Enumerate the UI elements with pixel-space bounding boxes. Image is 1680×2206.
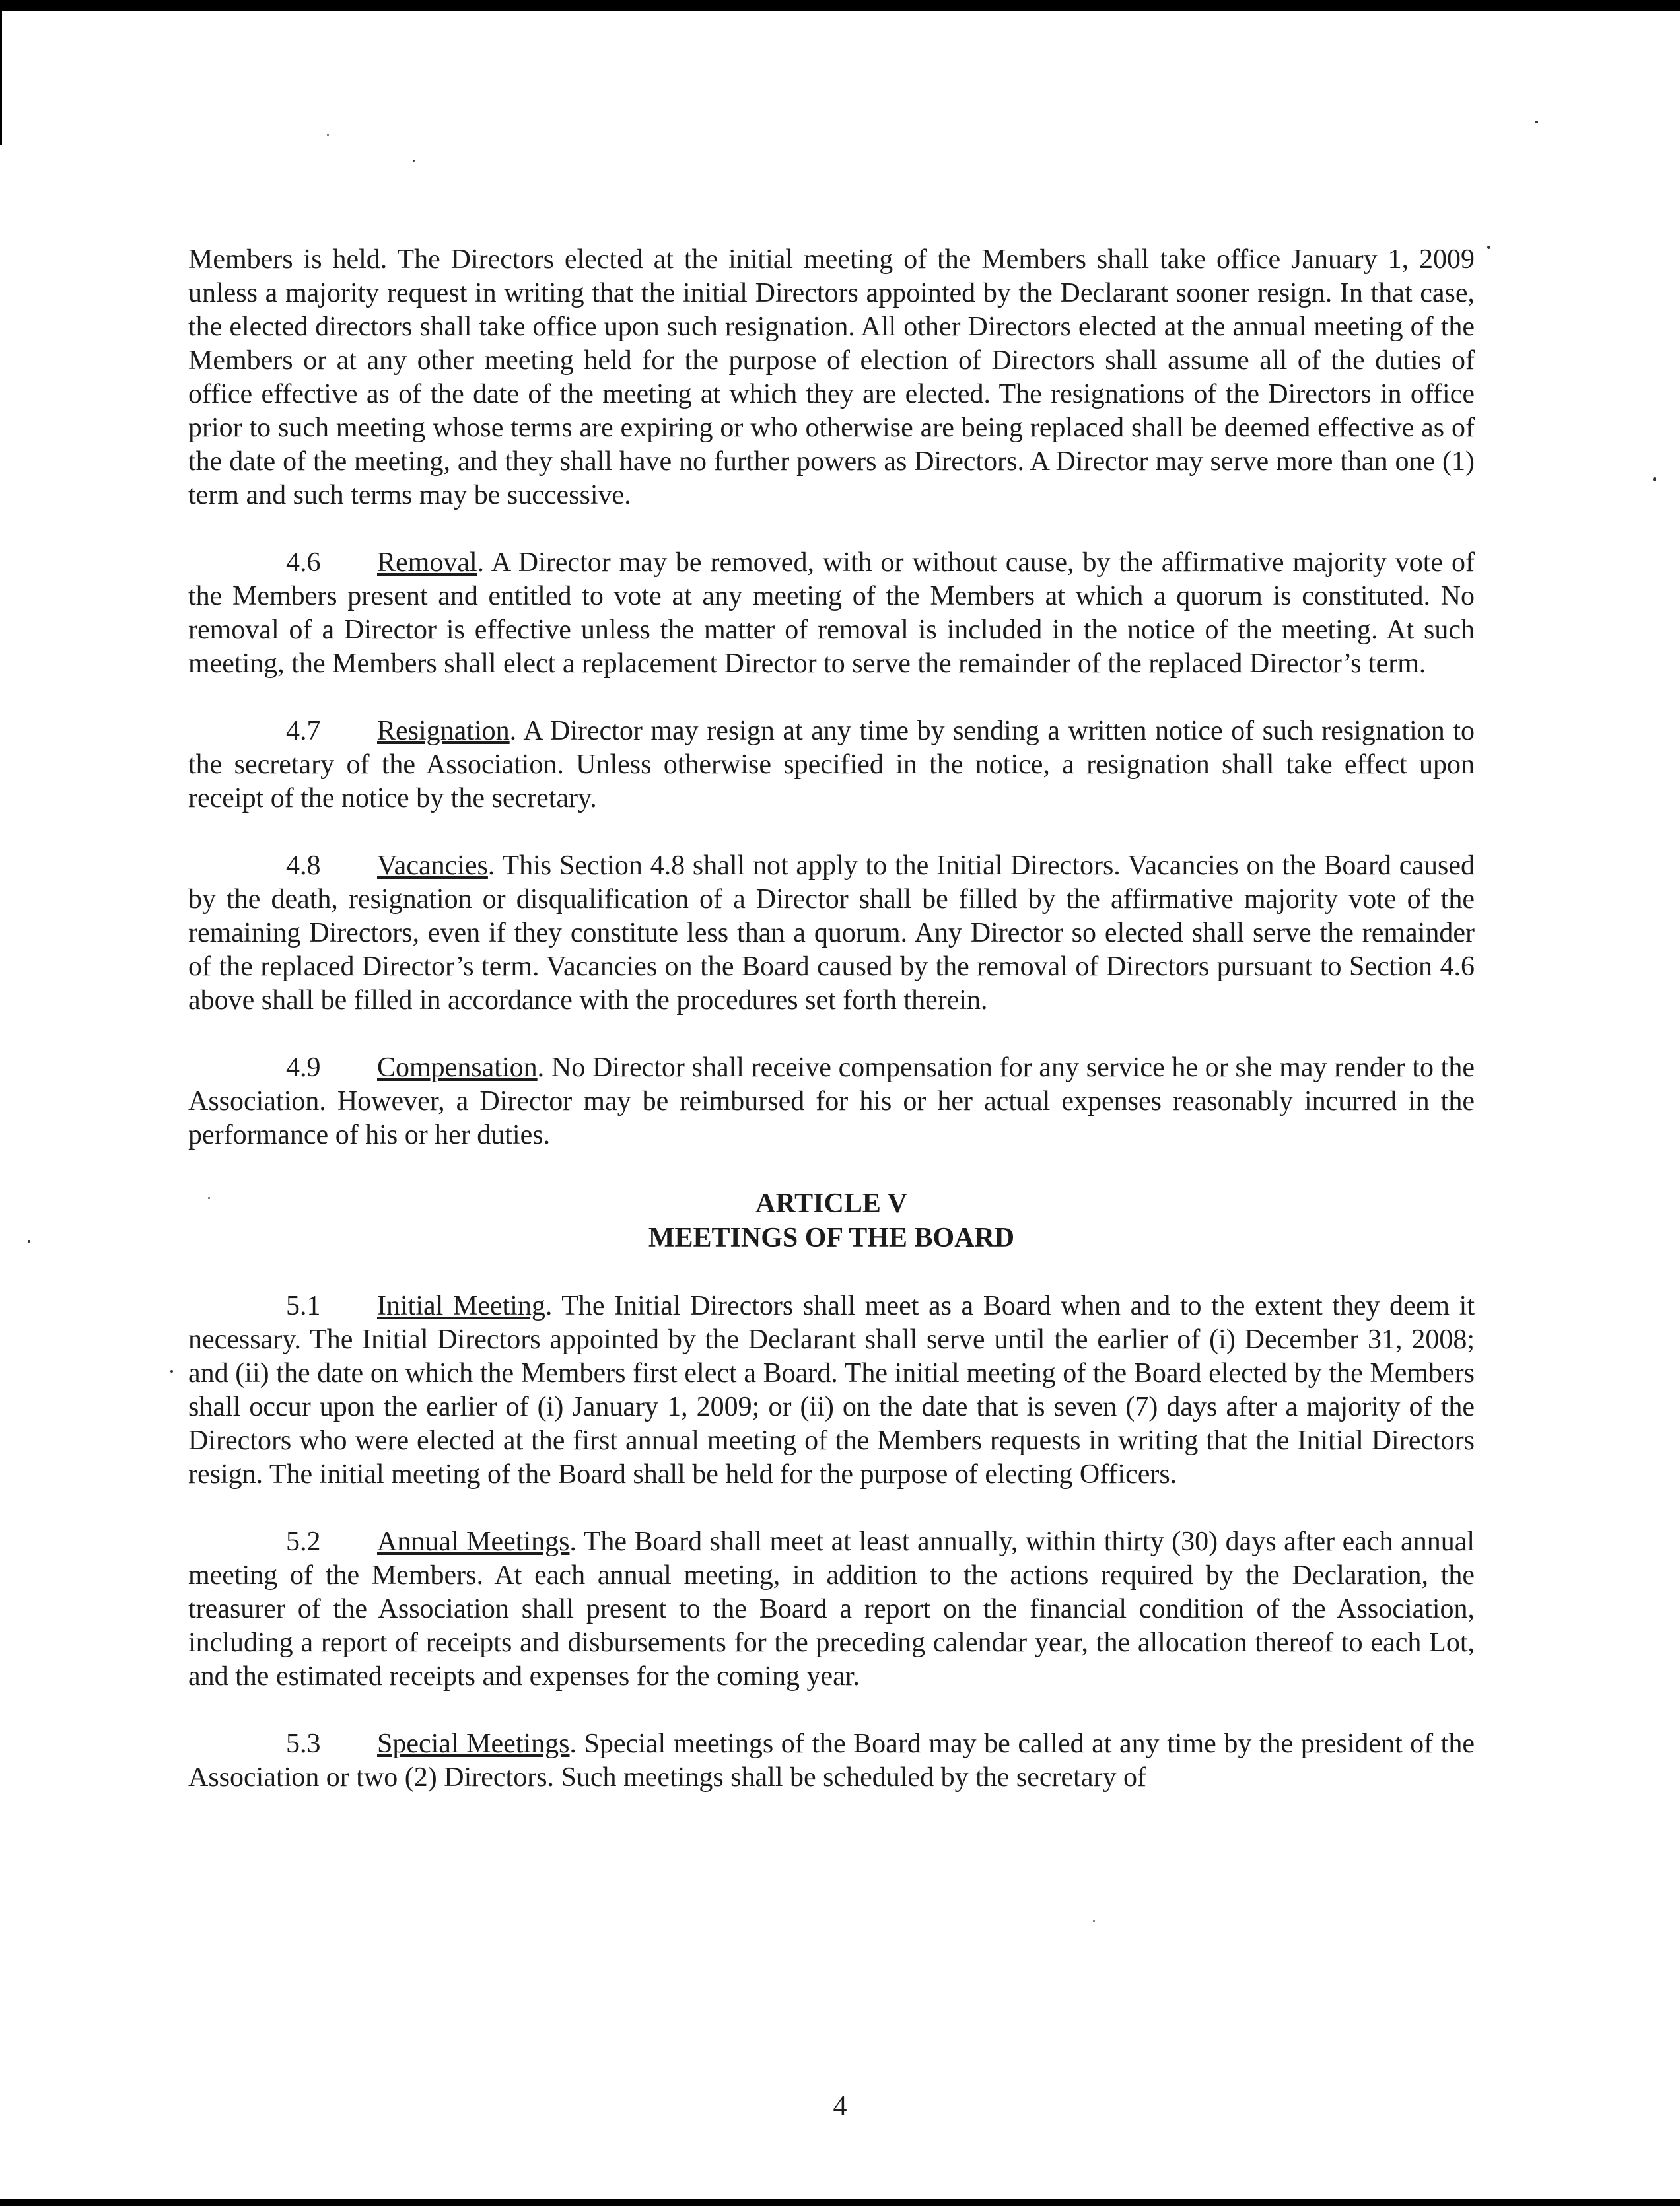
scan-border-top bbox=[0, 0, 1680, 11]
section-4-7 bbox=[188, 714, 1475, 815]
scan-speck bbox=[327, 134, 329, 136]
section-heading: Vacancies bbox=[377, 850, 488, 881]
article-title: MEETINGS OF THE BOARD bbox=[648, 1223, 1015, 1253]
section-heading: Compensation bbox=[377, 1052, 538, 1083]
section-heading: Annual Meetings bbox=[377, 1527, 570, 1557]
article-heading bbox=[188, 1187, 1475, 1255]
page-number: 4 bbox=[833, 2091, 847, 2121]
section-text: . No Director shall receive compensation for any service he or she may render to the Association. However, a Director may be reimbursed for his or her actual expenses reasonably incurred in the performance of his or her duties. bbox=[188, 1052, 1475, 1150]
section-heading: Resignation bbox=[377, 716, 510, 746]
scan-border-bottom bbox=[0, 2199, 1680, 2206]
article-number: ARTICLE V bbox=[755, 1189, 907, 1219]
section-number: 4.6 bbox=[286, 547, 321, 578]
section-4-9 bbox=[188, 1051, 1475, 1152]
scan-speck bbox=[170, 1370, 173, 1373]
section-text: . The Board shall meet at least annually, within thirty (30) days after each annual meeting of the Members. At each annual meeting, in addition to the actions required by the Declaration, the treasurer of the Association shall present to the Board a report on the financial condition of the Association, including a report of receipts and disbursements for the preceding calendar year, the allocation thereof to each Lot, and the estimated receipts and expenses for the coming year. bbox=[188, 1527, 1475, 1692]
scan-speck bbox=[413, 160, 415, 162]
section-4-6 bbox=[188, 546, 1475, 681]
paragraph-text: Members is held. The Directors elected at the initial meeting of the Members shall take office January 1, 2009 unless a majority request in writing that the initial Directors appointed by the Declarant sooner resign. In that case, the elected directors shall take office upon such resignation. All other Directors elected at the annual meeting of the Members or at any other meeting held for the purpose of election of Directors shall assume all of the duties of office effective as of the date of the meeting at which they are elected. The resignations of the Directors in office prior to such meeting whose terms are expiring or who otherwise are being replaced shall be deemed effective as of the date of the meeting, and they shall have no further powers as Directors. A Director may serve more than one (1) term and such terms may be successive. bbox=[188, 244, 1475, 510]
section-number: 4.7 bbox=[286, 716, 321, 746]
section-5-2 bbox=[188, 1525, 1475, 1694]
section-number: 4.9 bbox=[286, 1052, 321, 1083]
section-text: . A Director may resign at any time by sending a written notice of such resignation to the secretary of the Association. Unless otherwise specified in the notice, a resignation shall take effect upon receipt of the notice by the secretary. bbox=[188, 716, 1475, 813]
section-heading: Initial Meeting bbox=[377, 1291, 545, 1321]
scan-speck bbox=[28, 1240, 30, 1243]
scan-border-left bbox=[0, 0, 2, 145]
section-text: . Special meetings of the Board may be called at any time by the president of the Association or two (2) Directors. Such meetings shall be scheduled by the secretary of bbox=[188, 1729, 1475, 1793]
paragraph-4-5-continued bbox=[188, 243, 1475, 512]
section-number: 5.2 bbox=[286, 1527, 321, 1557]
section-number: 4.8 bbox=[286, 850, 321, 881]
scan-speck bbox=[1093, 1920, 1095, 1922]
section-heading: Removal bbox=[377, 547, 477, 578]
scan-speck bbox=[1487, 246, 1490, 249]
section-5-1 bbox=[188, 1290, 1475, 1492]
scan-speck bbox=[1653, 477, 1656, 481]
section-4-8 bbox=[188, 849, 1475, 1017]
section-5-3 bbox=[188, 1727, 1475, 1795]
section-heading: Special Meetings bbox=[377, 1729, 570, 1759]
scan-speck bbox=[1535, 121, 1538, 123]
section-text: . This Section 4.8 shall not apply to the Initial Directors. Vacancies on the Board caused by the death, resignation or disqualification of a Director shall be filled by the affirmative majority vote of the remaining Directors, even if they constitute less than a quorum. Any Director so elected shall serve the remainder of the replaced Director’s term. Vacancies on the Board caused by the removal of Directors pursuant to Section 4.6 above shall be filled in accordance with the procedures set forth therein. bbox=[188, 850, 1475, 1016]
section-text: . A Director may be removed, with or without cause, by the affirmative majority vote of the Members present and entitled to vote at any meeting of the Members at which a quorum is constituted. No removal of a Director is effective unless the matter of removal is included in the notice of the meeting. At such meeting, the Members shall elect a replacement Director to serve the remainder of the replaced Director’s term. bbox=[188, 547, 1475, 679]
section-number: 5.3 bbox=[286, 1729, 321, 1759]
section-number: 5.1 bbox=[286, 1291, 321, 1321]
document-body bbox=[188, 243, 1475, 1795]
section-text: . The Initial Directors shall meet as a Board when and to the extent they deem it necessary. The Initial Directors appointed by the Declarant shall serve until the earlier of (i) December 31, 2008; and (ii) the date on which the Members first elect a Board. The initial meeting of the Board elected by the Members shall occur upon the earlier of (i) January 1, 2009; or (ii) on the date that is seven (7) days after a majority of the Directors who were elected at the first annual meeting of the Members requests in writing that the Initial Directors resign. The initial meeting of the Board shall be held for the purpose of electing Officers. bbox=[188, 1291, 1475, 1490]
